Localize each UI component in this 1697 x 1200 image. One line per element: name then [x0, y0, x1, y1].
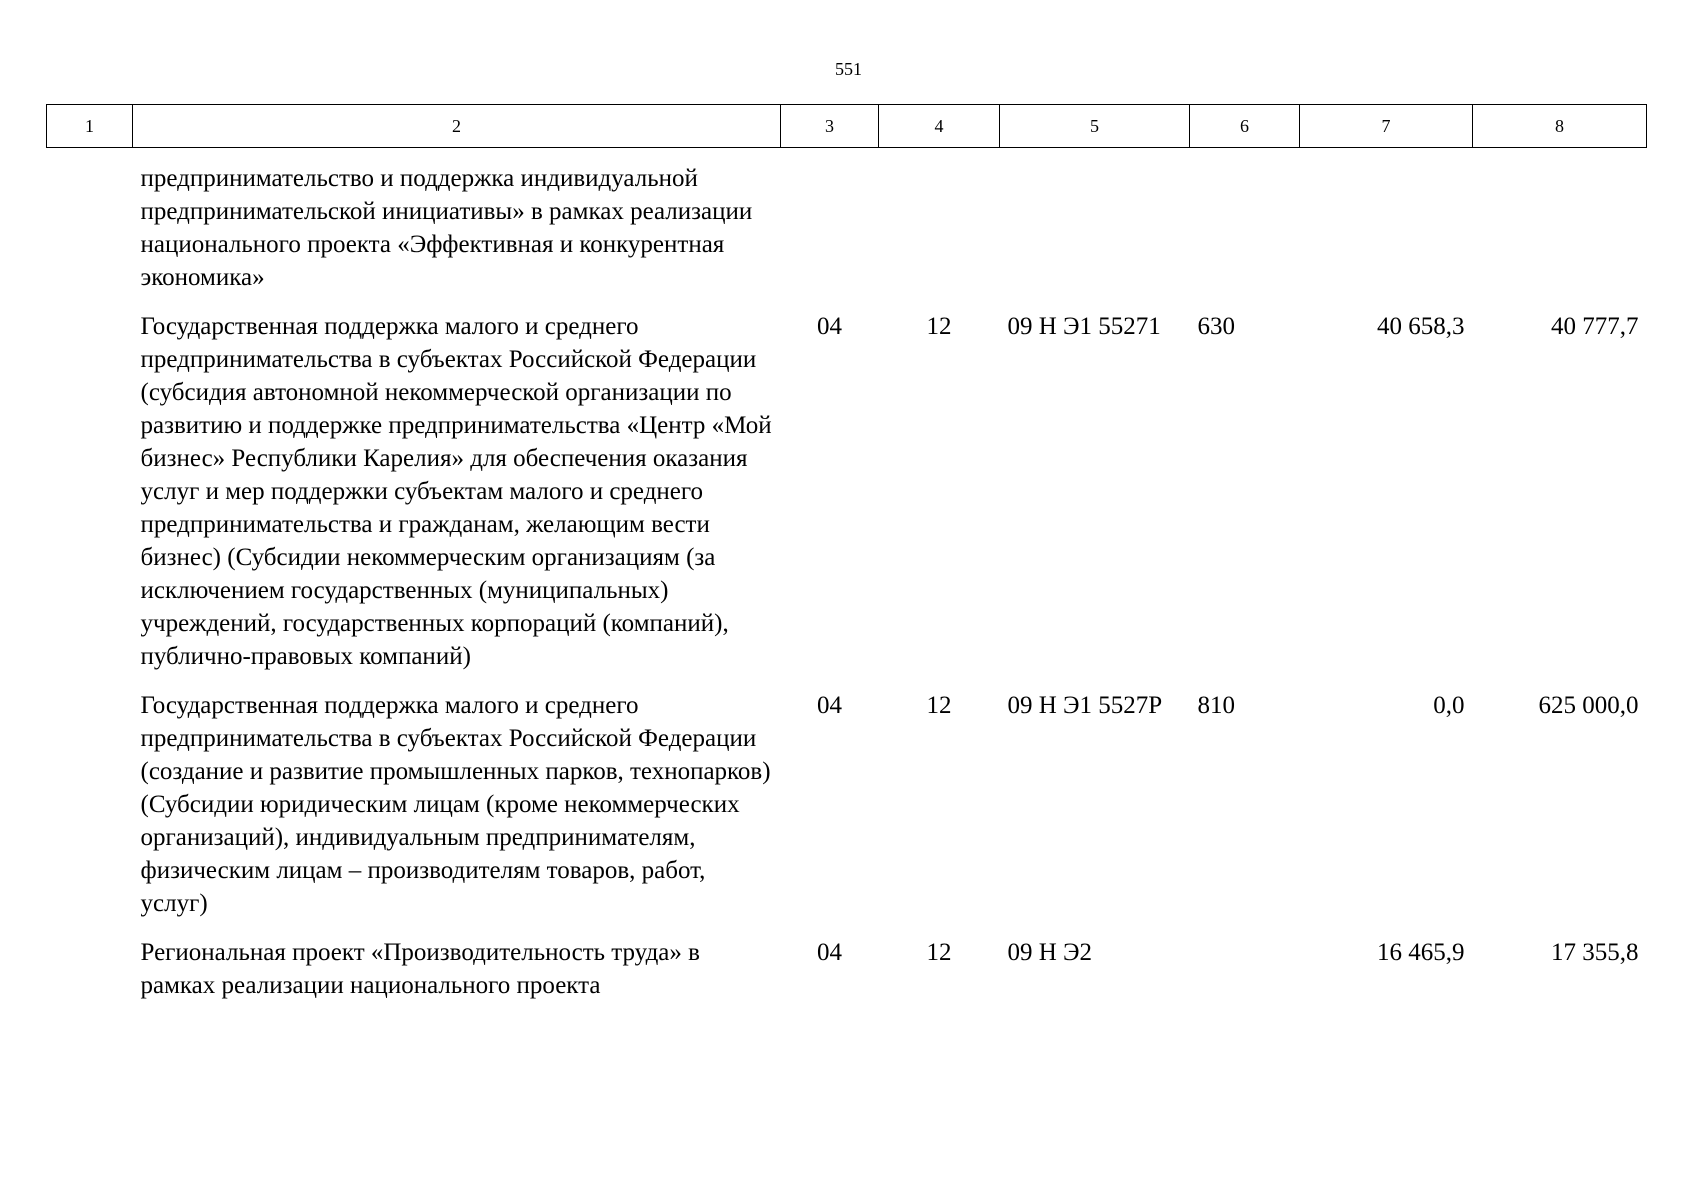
- row-index-cell: [47, 936, 133, 1018]
- subsection-cell: 12: [926, 692, 952, 719]
- row-name-cell: Государственная поддержка малого и среднего предпринимательства в субъектах Российской Федерации (субсидия автономной некоммерческой организации по развитию и поддержке предпринимательства «Центр «Мой бизнес» Республики Карелия» для обеспечения оказания услуг и мер поддержки субъектам малого и среднего предпринимательства и гражданам, желающим вести бизнес) (Субсидии некоммерческим организациям (за исключением государственных (муниципальных) учреждений, государственных корпораций (компаний), публично-правовых компаний): [140, 313, 772, 670]
- expense-type-cell: [1190, 936, 1300, 1018]
- section-cell: 04: [817, 313, 842, 340]
- section-cell: [781, 148, 879, 311]
- row-name-cell: предпринимательство и поддержка индивидуальной предпринимательской инициативы» в рамках реализации национального проекта «Эффективная и конкурентная экономика»: [140, 165, 753, 291]
- budget-table-container: [46, 104, 1646, 1018]
- amount-column-7-cell: 16 465,9: [1377, 939, 1465, 966]
- target-article-cell: 09 Н Э2: [1007, 939, 1093, 966]
- target-article-cell: 09 Н Э1 5527Р: [1007, 692, 1163, 719]
- amount-column-8-cell: 40 777,7: [1551, 313, 1639, 340]
- column-header-5: 5: [1000, 105, 1190, 148]
- table-row: [47, 310, 1647, 689]
- section-cell: 04: [817, 939, 842, 966]
- table-row: [47, 689, 1647, 936]
- subsection-cell: 12: [926, 939, 952, 966]
- column-header-6: 6: [1190, 105, 1300, 148]
- expense-type-cell: [1190, 148, 1300, 311]
- row-index-cell: [47, 310, 133, 689]
- amount-column-8-cell: 17 355,8: [1551, 939, 1639, 966]
- amount-column-8-cell: [1473, 148, 1647, 311]
- subsection-cell: [879, 148, 1000, 311]
- table-row: [47, 148, 1647, 311]
- row-index-cell: [47, 148, 133, 311]
- subsection-cell: 12: [926, 313, 952, 340]
- row-index-cell: [47, 689, 133, 936]
- section-cell: 04: [817, 692, 842, 719]
- column-header-4: 4: [879, 105, 1000, 148]
- amount-column-7-cell: [1300, 148, 1473, 311]
- page-number: 551: [835, 59, 862, 79]
- expense-type-cell: 630: [1197, 313, 1235, 340]
- column-header-3: 3: [781, 105, 879, 148]
- target-article-cell: 09 Н Э1 55271: [1007, 313, 1161, 340]
- column-header-1: 1: [47, 105, 133, 148]
- amount-column-7-cell: 40 658,3: [1377, 313, 1465, 340]
- budget-table: [46, 104, 1647, 1018]
- amount-column-8-cell: 625 000,0: [1538, 692, 1639, 719]
- amount-column-7-cell: 0,0: [1433, 692, 1465, 719]
- row-name-cell: Региональная проект «Производительность труда» в рамках реализации национального проекта: [140, 939, 700, 999]
- table-header-row: [47, 105, 1647, 148]
- row-name-cell: Государственная поддержка малого и среднего предпринимательства в субъектах Российской Федерации (создание и развитие промышленных парков, технопарков) (Субсидии юридическим лицам (кроме некоммерческих организаций), индивидуальным предпринимателям, физическим лицам – производителям товаров, работ, услуг): [140, 692, 771, 917]
- column-header-7: 7: [1300, 105, 1473, 148]
- expense-type-cell: 810: [1197, 692, 1235, 719]
- column-header-8: 8: [1473, 105, 1647, 148]
- column-header-2: 2: [133, 105, 781, 148]
- table-row: [47, 936, 1647, 1018]
- target-article-cell: [1000, 148, 1190, 311]
